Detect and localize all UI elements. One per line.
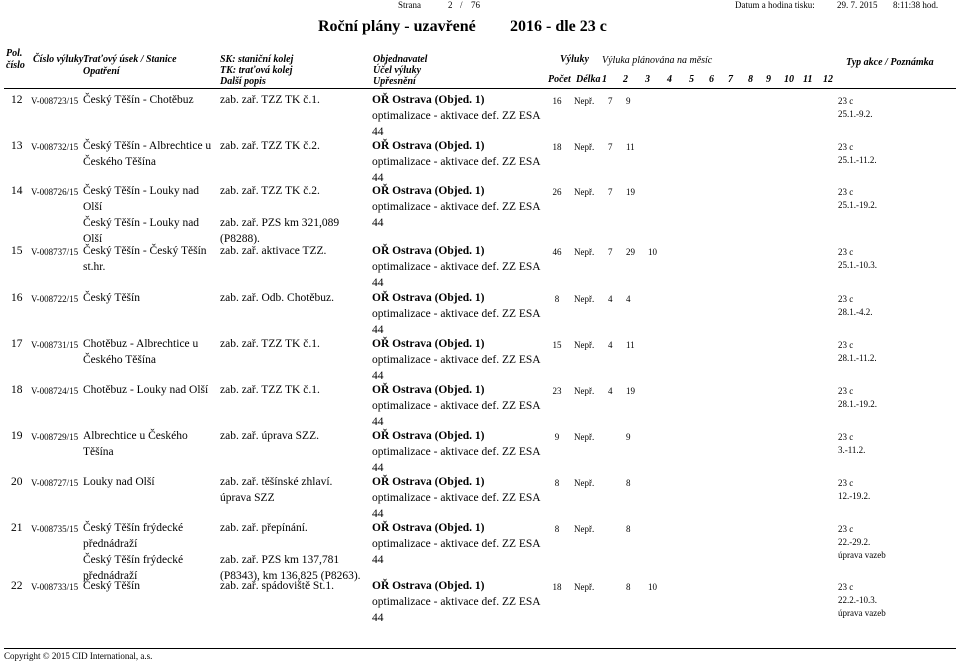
row-track: zab. zař. úprava SZZ. <box>220 430 319 442</box>
row-length: Nepř. <box>574 432 595 442</box>
row-station: Český Těšín - Český Těšín <box>83 245 207 257</box>
row-count: 23 <box>552 386 562 396</box>
row-action-type: 23 c <box>838 432 854 442</box>
row-month-mar: 10 <box>648 582 657 592</box>
row-track: zab. zař. těšínské zhlaví. <box>220 476 333 488</box>
row-count: 8 <box>554 294 560 304</box>
row-track: zab. zař. TZZ TK č.2. <box>220 140 320 152</box>
row-ordering-party: OŘ Ostrava (Objed. 1) <box>372 384 485 396</box>
row-station: Českého Těšína <box>83 354 156 366</box>
row-number: V-008735/15 <box>31 524 79 534</box>
row-station: přednádraží <box>83 570 138 582</box>
row-month-jan: 4 <box>608 386 613 396</box>
row-action-type: 23 c <box>838 386 854 396</box>
row-note: úprava vazeb <box>838 550 886 560</box>
row-number: V-008737/15 <box>31 247 79 257</box>
col-cislo: Číslo výluky <box>33 54 84 65</box>
col-upresneni: Upřesnění <box>373 76 416 87</box>
row-dates: 28.1.-11.2. <box>838 353 877 363</box>
footer-divider <box>4 648 956 649</box>
row-station: Louky nad Olší <box>83 476 155 488</box>
row-dates: 25.1.-11.2. <box>838 155 877 165</box>
row-dates: 22.2.-10.3. <box>838 595 877 605</box>
row-purpose: optimalizace - aktivace def. ZZ ESA <box>372 538 541 550</box>
row-pol: 13 <box>11 140 23 152</box>
row-station: Český Těšín - Chotěbuz <box>83 94 194 106</box>
row-count: 18 <box>552 142 562 152</box>
row-pol: 18 <box>11 384 23 396</box>
row-track: zab. zař. spádoviště St.1. <box>220 580 335 592</box>
row-ordering-party: OŘ Ostrava (Objed. 1) <box>372 476 485 488</box>
col-opatreni: Opatření <box>83 66 120 77</box>
row-action-type: 23 c <box>838 582 854 592</box>
row-length: Nepř. <box>574 187 595 197</box>
row-specification: 44 <box>372 172 384 184</box>
month-label: 1 <box>602 74 607 85</box>
row-count: 16 <box>552 96 562 106</box>
page-current: 2 <box>448 0 453 10</box>
row-dates: 3.-11.2. <box>838 445 866 455</box>
row-purpose: optimalizace - aktivace def. ZZ ESA <box>372 308 541 320</box>
row-dates: 12.-19.2. <box>838 491 871 501</box>
row-length: Nepř. <box>574 142 595 152</box>
row-pol: 16 <box>11 292 23 304</box>
row-action-type: 23 c <box>838 294 854 304</box>
row-dates: 22.-29.2. <box>838 537 871 547</box>
row-length: Nepř. <box>574 582 595 592</box>
row-pol: 20 <box>11 476 23 488</box>
row-ordering-party: OŘ Ostrava (Objed. 1) <box>372 94 485 106</box>
page-subtitle: 2016 - dle 23 c <box>510 18 607 35</box>
col-pol-2: číslo <box>6 60 25 71</box>
col-pocet: Počet <box>548 74 571 85</box>
row-count: 26 <box>552 187 562 197</box>
col-popis: Další popis <box>220 76 266 87</box>
row-specification: 44 <box>372 416 384 428</box>
col-pol: Pol. <box>6 48 23 59</box>
row-purpose: optimalizace - aktivace def. ZZ ESA <box>372 201 541 213</box>
row-track: zab. zař. TZZ TK č.1. <box>220 338 320 350</box>
row-count: 46 <box>552 247 562 257</box>
row-action-type: 23 c <box>838 142 854 152</box>
row-month-jan: 7 <box>608 187 613 197</box>
print-time: 8:11:38 hod. <box>893 0 939 10</box>
row-specification: 44 <box>372 508 384 520</box>
row-ordering-party: OŘ Ostrava (Objed. 1) <box>372 522 485 534</box>
row-specification: 44 <box>372 462 384 474</box>
month-label: 3 <box>645 74 650 85</box>
row-month-jan: 7 <box>608 96 613 106</box>
row-ordering-party: OŘ Ostrava (Objed. 1) <box>372 245 485 257</box>
row-note: úprava vazeb <box>838 608 886 618</box>
row-ordering-party: OŘ Ostrava (Objed. 1) <box>372 140 485 152</box>
month-label: 7 <box>728 74 733 85</box>
month-label: 4 <box>667 74 672 85</box>
month-label: 2 <box>623 74 628 85</box>
row-action-type: 23 c <box>838 247 854 257</box>
row-dates: 28.1.-4.2. <box>838 307 873 317</box>
row-station: Českého Těšína <box>83 156 156 168</box>
page-total: 76 <box>471 0 480 10</box>
row-track: (P8343), km 136,825 (P8263). <box>220 570 361 582</box>
header-divider <box>4 88 956 89</box>
row-specification: 44 <box>372 370 384 382</box>
col-delka: Délka <box>576 74 601 85</box>
row-purpose: optimalizace - aktivace def. ZZ ESA <box>372 446 541 458</box>
row-count: 15 <box>552 340 562 350</box>
row-month-feb: 19 <box>626 386 635 396</box>
row-action-type: 23 c <box>838 478 854 488</box>
row-length: Nepř. <box>574 524 595 534</box>
row-purpose: optimalizace - aktivace def. ZZ ESA <box>372 492 541 504</box>
month-label: 10 <box>784 74 794 85</box>
row-month-jan: 4 <box>608 340 613 350</box>
row-count: 8 <box>554 478 560 488</box>
row-month-feb: 11 <box>626 142 635 152</box>
row-ordering-party: OŘ Ostrava (Objed. 1) <box>372 580 485 592</box>
row-action-type: 23 c <box>838 524 854 534</box>
month-label: 9 <box>766 74 771 85</box>
row-purpose: optimalizace - aktivace def. ZZ ESA <box>372 110 541 122</box>
month-label: 6 <box>709 74 714 85</box>
col-trat: Traťový úsek / Stanice <box>83 54 177 65</box>
row-count: 9 <box>554 432 560 442</box>
row-station: Olší <box>83 233 103 245</box>
row-number: V-008724/15 <box>31 386 79 396</box>
row-month-feb: 29 <box>626 247 635 257</box>
row-track: zab. zař. Odb. Chotěbuz. <box>220 292 335 304</box>
row-station: Olší <box>83 201 103 213</box>
col-tk: TK: traťová kolej <box>220 65 293 76</box>
row-specification: 44 <box>372 217 384 229</box>
row-number: V-008723/15 <box>31 96 79 106</box>
row-month-feb: 8 <box>626 478 631 488</box>
row-track: zab. zař. TZZ TK č.1. <box>220 94 320 106</box>
col-vyluky: Výluky <box>560 54 589 65</box>
row-month-mar: 10 <box>648 247 657 257</box>
row-station: Těšína <box>83 446 114 458</box>
row-number: V-008726/15 <box>31 187 79 197</box>
row-number: V-008733/15 <box>31 582 79 592</box>
row-number: V-008727/15 <box>31 478 79 488</box>
row-purpose: optimalizace - aktivace def. ZZ ESA <box>372 261 541 273</box>
row-month-feb: 9 <box>626 432 631 442</box>
row-track: zab. zař. aktivace TZZ. <box>220 245 327 257</box>
page-separator: / <box>460 0 463 10</box>
row-track: zab. zař. PZS km 321,089 <box>220 217 340 229</box>
row-specification: 44 <box>372 277 384 289</box>
row-track: zab. zař. PZS km 137,781 <box>220 554 340 566</box>
row-purpose: optimalizace - aktivace def. ZZ ESA <box>372 156 541 168</box>
month-label: 5 <box>689 74 694 85</box>
row-station: Albrechtice u Českého <box>83 430 188 442</box>
row-dates: 25.1.-10.3. <box>838 260 877 270</box>
row-specification: 44 <box>372 324 384 336</box>
month-label: 11 <box>803 74 813 85</box>
row-ordering-party: OŘ Ostrava (Objed. 1) <box>372 430 485 442</box>
month-label: 12 <box>823 74 833 85</box>
row-pol: 21 <box>11 522 23 534</box>
print-date: 29. 7. 2015 <box>837 0 878 10</box>
row-month-feb: 8 <box>626 524 631 534</box>
row-length: Nepř. <box>574 340 595 350</box>
row-specification: 44 <box>372 612 384 624</box>
row-track: zab. zař. přepínání. <box>220 522 308 534</box>
row-pol: 14 <box>11 185 23 197</box>
row-station: Chotěbuz - Albrechtice u <box>83 338 199 350</box>
row-track: zab. zař. TZZ TK č.2. <box>220 185 320 197</box>
row-pol: 17 <box>11 338 23 350</box>
col-sk: SK: staniční kolej <box>220 54 294 65</box>
col-objednavatel: Objednavatel <box>373 54 428 65</box>
row-count: 18 <box>552 582 562 592</box>
row-length: Nepř. <box>574 294 595 304</box>
row-ordering-party: OŘ Ostrava (Objed. 1) <box>372 292 485 304</box>
col-ucel: Účel výluky <box>373 65 422 76</box>
page-label: Strana <box>398 0 421 10</box>
row-specification: 44 <box>372 554 384 566</box>
row-length: Nepř. <box>574 247 595 257</box>
row-month-feb: 8 <box>626 582 631 592</box>
row-count: 8 <box>554 524 560 534</box>
copyright: Copyright © 2015 CID International, a.s. <box>4 651 153 661</box>
row-station: st.hr. <box>83 261 106 273</box>
row-length: Nepř. <box>574 96 595 106</box>
row-number: V-008722/15 <box>31 294 79 304</box>
month-label: 8 <box>748 74 753 85</box>
row-specification: 44 <box>372 126 384 138</box>
row-purpose: optimalizace - aktivace def. ZZ ESA <box>372 400 541 412</box>
row-number: V-008731/15 <box>31 340 79 350</box>
row-track: zab. zař. TZZ TK č.1. <box>220 384 320 396</box>
row-dates: 28.1.-19.2. <box>838 399 877 409</box>
row-number: V-008732/15 <box>31 142 79 152</box>
row-station: Český Těšín - Louky nad <box>83 217 200 229</box>
row-length: Nepř. <box>574 386 595 396</box>
row-pol: 15 <box>11 245 23 257</box>
page-title: Roční plány - uzavřené <box>318 18 476 35</box>
row-ordering-party: OŘ Ostrava (Objed. 1) <box>372 338 485 350</box>
row-station: Český Těšín frýdecké <box>83 554 184 566</box>
col-plan-title: Výluka plánována na měsíc <box>602 55 713 66</box>
row-purpose: optimalizace - aktivace def. ZZ ESA <box>372 596 541 608</box>
row-number: V-008729/15 <box>31 432 79 442</box>
row-dates: 25.1.-9.2. <box>838 109 873 119</box>
row-track: (P8288). <box>220 233 260 245</box>
row-month-jan: 4 <box>608 294 613 304</box>
row-pol: 12 <box>11 94 23 106</box>
row-pol: 22 <box>11 580 23 592</box>
row-station: Český Těšín - Louky nad <box>83 185 200 197</box>
row-action-type: 23 c <box>838 187 854 197</box>
row-station: Český Těšín <box>83 292 140 304</box>
row-month-feb: 19 <box>626 187 635 197</box>
row-station: Český Těšín - Albrechtice u <box>83 140 212 152</box>
row-month-jan: 7 <box>608 247 613 257</box>
row-station: Český Těšín frýdecké <box>83 522 184 534</box>
row-month-feb: 4 <box>626 294 631 304</box>
row-month-feb: 11 <box>626 340 635 350</box>
row-action-type: 23 c <box>838 96 854 106</box>
print-date-label: Datum a hodina tisku: <box>735 0 815 10</box>
row-month-feb: 9 <box>626 96 631 106</box>
row-dates: 25.1.-19.2. <box>838 200 877 210</box>
row-ordering-party: OŘ Ostrava (Objed. 1) <box>372 185 485 197</box>
col-typ: Typ akce / Poznámka <box>846 57 934 68</box>
row-purpose: optimalizace - aktivace def. ZZ ESA <box>372 354 541 366</box>
row-length: Nepř. <box>574 478 595 488</box>
row-station: Český Těšín <box>83 580 140 592</box>
row-month-jan: 7 <box>608 142 613 152</box>
row-action-type: 23 c <box>838 340 854 350</box>
row-track: úprava SZZ <box>220 492 275 504</box>
row-station: Chotěbuz - Louky nad Olší <box>83 384 209 396</box>
row-pol: 19 <box>11 430 23 442</box>
row-station: přednádraží <box>83 538 138 550</box>
